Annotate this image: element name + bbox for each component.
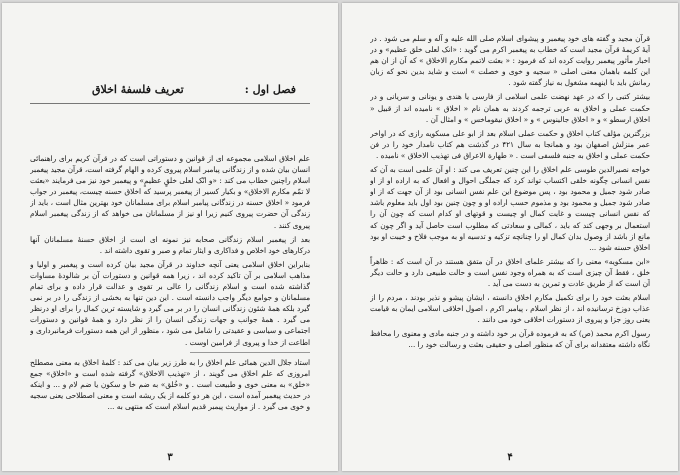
paragraph: رسول اکرم محمد (ص) که به فرموده قرآن بر خود داشته و در جنبه مادی و معنوی را محافظ نگاه داشته معتقدانه برای آن که منظور اصلی و حقیقی بعثت و رسالت خود را ... [370,329,650,350]
paragraph: خواجه نصیرالدین طوسی علم اخلاق را این چنین تعریف می کند : او آن علمی است به آن که نفس انسانی چگونه خلقی اکتساب تواند کرد که جملگی احوال و افعال که به اراده او از او صادر شود جمیل و محمود بود ، پس موضوع این علم نفس انسانی بود از آن جهت که از او صادر شود جمیل و محمود بود و مذموم حسب اراده او و چون چنین بود اول باید معلوم باشد که نفس انسانی چیست و غایت کمال او چیست و قوتهای او کدام است که چون آن را استعمال بر وجهی کند که باید ، کمالی و سعادتی که مطلوب است حاصل آید و اگر چون که مانع از باشد از وصول بدان کمال او را چنانچه تزکیه و تدسیه او به موجب فلاح و خیبت او بود اخلاق حسنه شود ... [370,165,650,252]
left-page [2,3,338,471]
chapter-divider [30,103,310,104]
page-number: ۴ [507,452,513,463]
page-number: ۳ [167,452,173,463]
chapter-title: تعریف فلسفهٔ اخلاق [92,83,184,96]
paragraph: «ابن مسکویه» معنی را که بیشتر علمای اخلاق در آن متفق هستند در آن است که : ظاهراً خلق ، فقط آن چیزی است که به همراه وجود نفس است و حالت طبیعی دارد و حالت دیگر آن است که از طریق عادت و تمرین به دست می آید . [370,256,650,288]
paragraph: بزرگترین مؤلف کتاب اخلاق و حکمت عملی اسلام بعد از ابو علی مسکویه رازی که در اواخر عمر منزلش اصفهان بود و همانجا به سال ۴۲۱ در گذشت هم کتاب نامدار خود را در فن حکمت عملی و اخلاق به جنبه فلسفی است . « طهارة الاعراق فی تهذیب الاخلاق » نامیده . [370,128,650,160]
right-page [342,3,678,471]
paragraph: بیشتر کتبی را که در عهد نهضت علمی اسلامی از فارسی یا هندی و یونانی و سریانی و در حکمت عملی و اخلاق به عربی ترجمه کردند به همان نام « اخلاق » نامیده اند از قبیل « اخلاق ارسطو » و « اخلاق جالینوس » و « اخلاق نیقوماخس » و امثال آن . [370,92,650,124]
left-page-body [30,153,310,447]
right-page-body [370,33,650,447]
section-divider [190,352,310,353]
chapter-heading [92,83,296,96]
paragraph: قرآن مجید و گفته های خود پیغمبر و پیشوای اسلام صلی الله علیه و آله و سلم می شود . در آیهٔ کریمهٔ قرآن مجید است که خطاب به پیغمبر اکرم می گوید : «انک لعلی خلق عظیم» و در اخبار مأثور پیغمبر روایت کرده اند که فرمود : « بعثت لاتمم مکارم الاخلاق » که آن از ان هم این کلمه باهمان معنی اصلی « سجیه و خوی و خصلت » است و شاید بدین نحو که زبان رمانش باید با اینهمه مشغول به نیاز گفته شود . [370,34,650,88]
paragraph: علم اخلاق اسلامی مجموعه ای از قوانین و دستوراتی است که در قرآن کریم برای راهنمائی انسان بیان شده و از زندگانی پیامبر اسلام پیروی کرده و الهام گرفته است، قرآن مجید پیغمبر اسلام راچنین خطاب می کند : «و انّک لعلی خلقٍ عظیمٍ» و پیغمبر خود نیز می فرمایند «بعثت لا تمّم مکارم الاخلاق» و بکیار کسیر از پیغمبر پرسید که اخلاق حسنه چیست، پیغمبر در جواب فرمود « اخلاق حسنه در زندگانی پیامبر اسلام برای مسلمانان خود بهترین مثال است ، باید از زندگی آن حضرت پیروی کنیم زیرا او نیز از مسلمانان می خواهد که از زندگی پیغمبر اسلام پیروی کنند . [30,154,310,230]
paragraph: بعد از پیغمبر اسلام زندگانی صحابه نیز نمونه ای است از اخلاق حسنهٔ مسلمانان آنها درکارهای خود اخلاص و فداکاری و ایثار تمام و صبر و تقوی داشته اند . [30,234,310,255]
paragraph: اسلام بعثت خود را برای تکمیل مکارم اخلاق دانسته ، ایشان پیشو و نذیر بودند ، مردم را از عذاب دوزخ ترسانیده اند ، از نظر اسلام ، پیامبر اکرم ، اصول اخلاقی اسلامی ایمان به قیامت یعنی روز جزا و پیروی از دستورات اخلاقی خود می دانند . [370,293,650,325]
paragraph: بنابراین اخلاق اسلامی یعنی آنچه خداوند در قرآن مجید بیان کرده است و پیغمبر و اولیا و مذاهب اسلامی بر آن تاکید کرده اند ، زیرا همه قوانین و دستورات آن بر شالودهٔ مساوات گذاشته شده است و اسلام زندگانی را عالی بر تقوی و عدالت قرار داده و برای تمام مسلمانان و جوامع دیگر واجب دانسته است . این دین تنها به بخشی از زندگی را در بر نمی گیرد بلکه همهٔ شئون زندگانی انسان را در بر می گیرد و شایسته ترین کمال را برای او درنظر می گیرد . همهٔ جوانب و جهات زندگی انسان را از نظر دارد و همهٔ قوانین و دستورات اجتماعی و سیاسی و عقیدتی را شامل می شود ، منظور از این همه دستورات فرمانبرداری و اطاعت از خدا و پیروی از فرامین اوست . [30,259,310,347]
chapter-label: فصل اول : [244,83,296,96]
paragraph: استاد جلال الدین همائی علم اخلاق را به طرز زیر بیان می کند : کلمهٔ اخلاق به معنی مصطلح امروزی که علم اخلاق می گویند ، از «تهذیب الاخلاق» گرفته شده است و «اخلاق» جمع «خلق» به معنی خوی و طبیعت است . و «خُلق» به ضم خا و سکون یا ضم لام و ... و اینکه در حدیث پیغمبر آمده است ، این هر دو کلمه از یک ریشه است و معنی اصطلاحی یعنی سجیه و خوی می گیرد . از مواریث پیمبر قدیم اسلام است که منتهی به ... [30,357,310,411]
